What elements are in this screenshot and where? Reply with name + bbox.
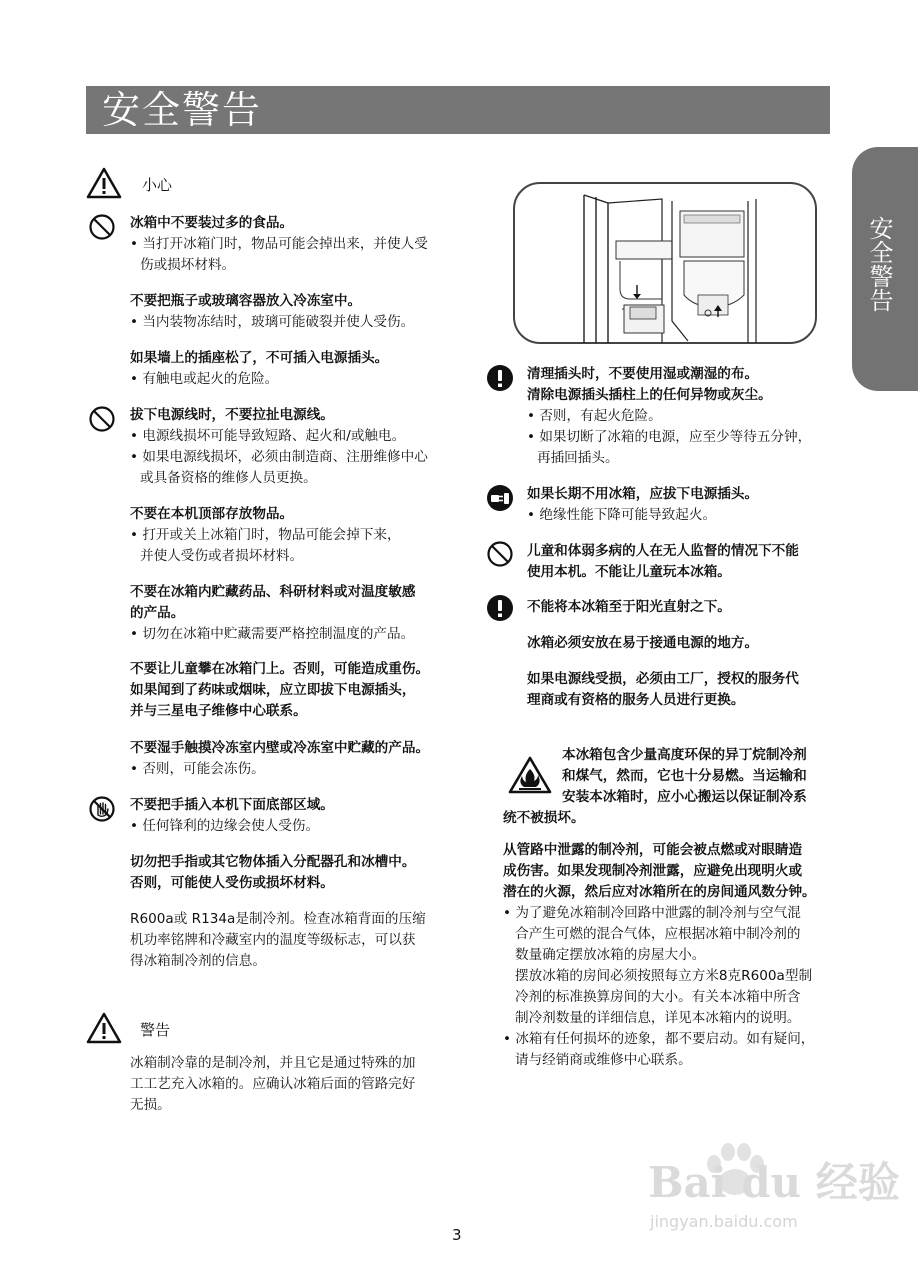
bullet: • 否则，有起火危险。: [527, 408, 662, 424]
section-heading: 否则，可能使人受伤或损坏材料。: [130, 875, 334, 891]
watermark-logo: Bai du 经验: [648, 1158, 900, 1207]
right-section-4: [527, 597, 827, 711]
section-heading: 冰箱中不要装过多的食品。: [130, 215, 294, 231]
section-heading: 切勿把手指或其它物体插入分配器孔和冰槽中。: [130, 854, 416, 870]
caution-section-10: [130, 852, 460, 894]
mandatory-icon: [486, 364, 514, 392]
caution-section-2: [130, 291, 460, 333]
section-heading: 的产品。: [130, 605, 185, 621]
section-heading: 潜在的火源，然后应对冰箱所在的房间通风数分钟。: [503, 884, 816, 900]
watermark-url: jingyan.baidu.com: [650, 1212, 798, 1231]
mandatory-icon: [486, 594, 514, 622]
refrigerator-illustration: [512, 181, 818, 345]
prohibited-icon: [486, 540, 514, 568]
bullet-cont: 合产生可燃的混合气体，应根据冰箱中制冷剂的: [515, 926, 801, 942]
paragraph-line: 得冰箱制冷剂的信息。: [130, 953, 266, 969]
caution-label: 小心: [142, 176, 173, 194]
caution-section-6: [130, 582, 460, 645]
section-heading: 使用本机。不能让儿童玩本冰箱。: [527, 564, 731, 580]
bullet: • 打开或关上冰箱门时，物品可能会掉下来，: [130, 527, 401, 543]
section-heading: 如果长期不用冰箱，应拔下电源插头。: [527, 486, 759, 502]
section-heading: 拔下电源线时，不要拉扯电源线。: [130, 407, 334, 423]
section-heading: 统不被损坏。: [503, 810, 585, 826]
section-heading: 成伤害。如果发现制冷剂泄露，应避免出现明火或: [503, 863, 803, 879]
bullet: • 任何锋利的边缘会使人受伤。: [130, 818, 320, 834]
bullet-cont: 数量确定摆放冰箱的房屋大小。: [515, 947, 706, 963]
paragraph-line: 冷剂的标准换算房间的大小。有关本冰箱中所含: [515, 989, 801, 1005]
bullet: • 如果切断了冰箱的电源，应至少等待五分钟，: [527, 429, 812, 445]
paragraph-line: 工工艺充入冰箱的。应确认冰箱后面的管路完好: [130, 1076, 416, 1092]
right-section-1: [527, 364, 827, 469]
section-heading: 从管路中泄露的制冷剂，可能会被点燃或对眼睛造: [503, 842, 803, 858]
section-heading: 本冰箱包含少量高度环保的异丁烷制冷剂: [562, 747, 807, 763]
caution-section-4: [130, 405, 460, 489]
right-section-6: [503, 840, 833, 1071]
section-heading: 清理插头时，不要使用湿或潮湿的布。: [527, 366, 759, 382]
section-heading: 清除电源插头插柱上的任何异物或灰尘。: [527, 387, 772, 403]
bullet: • 绝缘性能下降可能导致起火。: [527, 507, 717, 523]
warning-triangle-icon: [86, 167, 122, 199]
section-heading: 不要在冰箱内贮藏药品、科研材料或对温度敏感: [130, 584, 416, 600]
caution-section-5: [130, 504, 460, 567]
prohibited-icon: [88, 405, 116, 433]
paragraph-line: 冰箱制冷靠的是制冷剂，并且它是通过特殊的加: [130, 1055, 416, 1071]
paragraph-line: 机功率铭牌和冷藏室内的温度等级标志，可以获: [130, 932, 416, 948]
section-heading: 如果闻到了药味或烟味，应立即拔下电源插头，: [130, 682, 416, 698]
page-title: 安全警告: [102, 88, 263, 132]
section-heading: 不要让儿童攀在冰箱门上。否则，可能造成重伤。: [130, 661, 430, 677]
bullet-cont: 并使人受伤或者损坏材料。: [140, 548, 304, 564]
section-heading: 不要在本机顶部存放物品。: [130, 506, 294, 522]
bullet: • 切勿在冰箱中贮藏需要严格控制温度的产品。: [130, 626, 415, 642]
prohibited-icon: [88, 213, 116, 241]
paragraph-line: R600a或 R134a是制冷剂。检查冰箱背面的压缩: [130, 911, 426, 927]
bullet: • 冰箱有任何损坏的迹象，都不要启动。如有疑问，: [503, 1031, 815, 1047]
side-tab-label: 安全警告: [865, 216, 893, 312]
caution-section-8: [130, 738, 460, 780]
section-heading: 不要把手插入本机下面底部区域。: [130, 797, 334, 813]
bullet: • 当打开冰箱门时，物品可能会掉出来，并使人受: [130, 236, 428, 252]
paragraph-line: 摆放冰箱的房间必须按照每立方米8克R600a型制: [515, 968, 813, 984]
warning-label: 警告: [140, 1021, 171, 1039]
right-section-2: [527, 484, 827, 526]
caution-section-1: [130, 213, 460, 276]
section-heading: 和煤气，然而，它也十分易燃。当运输和: [562, 768, 807, 784]
flammable-warning-icon: [507, 755, 553, 795]
paragraph-line: 无损。: [130, 1097, 171, 1113]
section-heading: 不要把瓶子或玻璃容器放入冷冻室中。: [130, 293, 362, 309]
section-heading: 并与三星电子维修中心联系。: [130, 703, 307, 719]
bullet: • 如果电源线损坏，必须由制造商、注册维修中心: [130, 449, 428, 465]
bullet: • 有触电或起火的危险。: [130, 371, 279, 387]
no-hand-icon: [88, 795, 116, 823]
section-heading: 儿童和体弱多病的人在无人监督的情况下不能: [527, 543, 799, 559]
caution-section-9: [130, 795, 460, 837]
bullet: • 否则，可能会冻伤。: [130, 761, 265, 777]
unplug-icon: [486, 484, 514, 512]
bullet-cont: 请与经销商或维修中心联系。: [515, 1052, 692, 1068]
section-heading: 不要湿手触摸冷冻室内壁或冷冻室中贮藏的产品。: [130, 740, 430, 756]
bullet-cont: 再插回插头。: [537, 450, 619, 466]
section-heading: 如果墙上的插座松了，不可插入电源插头。: [130, 350, 389, 366]
right-section-5-top: [562, 745, 832, 808]
bullet: • 电源线损坏可能导致短路、起火和/或触电。: [130, 428, 406, 444]
caution-section-7: [130, 659, 460, 722]
warning-triangle-icon: [86, 1012, 122, 1044]
bullet: • 为了避免冰箱制冷回路中泄露的制冷剂与空气混: [503, 905, 801, 921]
caution-section-3: [130, 348, 460, 390]
bullet-cont: 伤或损坏材料。: [140, 257, 236, 273]
section-heading: 冰箱必须安放在易于接通电源的地方。: [527, 635, 759, 651]
bullet-cont: 或具备资格的维修人员更换。: [140, 470, 317, 486]
bullet: • 当内装物冻结时，玻璃可能破裂并使人受伤。: [130, 314, 415, 330]
section-heading: 安装本冰箱时，应小心搬运以保证制冷系: [562, 789, 807, 805]
section-heading: 如果电源线受损，必须由工厂，授权的服务代: [527, 671, 799, 687]
section-heading: 理商或有资格的服务人员进行更换。: [527, 692, 745, 708]
paragraph-line: 制冷剂数量的详细信息，详见本冰箱内的说明。: [515, 1010, 801, 1026]
caution-section-11: [130, 909, 460, 972]
right-section-3: [527, 541, 827, 583]
warning-paragraph: [130, 1053, 460, 1116]
section-heading: 不能将本冰箱至于阳光直射之下。: [527, 599, 731, 615]
page-number: 3: [452, 1226, 462, 1244]
